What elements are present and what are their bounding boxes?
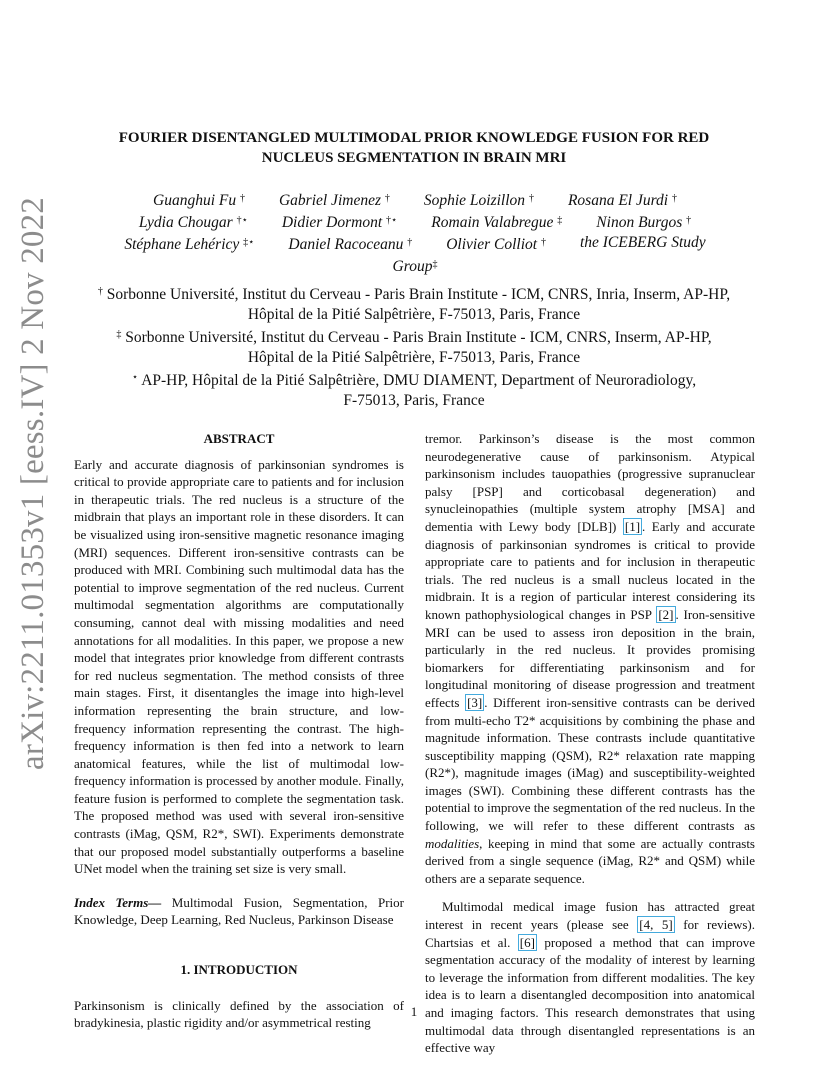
citation-link[interactable]: [6] bbox=[519, 934, 535, 950]
author: Ninon Burgos † bbox=[596, 214, 692, 231]
intro-paragraph-start: Parkinsonism is clinically defined by the association of bradykinesia, plastic rigidity and/or asymmetrical resting bbox=[74, 997, 404, 1031]
author: the ICEBERG Study bbox=[579, 234, 706, 251]
right-column bbox=[425, 430, 755, 1057]
affiliation: ⋆ AP-HP, Hôpital de la Pitié Salpêtrière, DMU DIAMENT, Department of Neuroradiology, bbox=[131, 372, 697, 389]
author-row-3 bbox=[100, 233, 730, 255]
intro-heading: 1. INTRODUCTION bbox=[180, 962, 298, 978]
author: Sophie Loizillon † bbox=[423, 192, 534, 209]
intro-paragraph-2: Multimodal medical image fusion has attracted great interest in recent years (please see [4, 5] for reviews). Chartsias et al. [6] proposed a method that can improve segmentation accuracy of the modality of interest by learning to leverage the information from different modalities. The key idea is to learn a disentangled decomposition into anatomical and imaging factors. This research demonstrates that using multimodal data through disentangled representations is an effective way bbox=[425, 899, 755, 1056]
author: Rosana El Jurdi † bbox=[567, 192, 677, 209]
author-row-2 bbox=[100, 211, 730, 233]
author: Guanghui Fu † bbox=[153, 192, 245, 209]
left-column bbox=[74, 430, 404, 1032]
author: Romain Valabregue ‡ bbox=[431, 214, 563, 231]
index-terms-label: Index Terms— bbox=[74, 894, 162, 910]
author: Olivier Colliot † bbox=[446, 236, 546, 253]
affiliations bbox=[60, 282, 768, 411]
author: Group‡ bbox=[392, 258, 438, 275]
author: Gabriel Jimenez † bbox=[278, 192, 390, 209]
index-terms bbox=[74, 894, 404, 929]
affiliation: † Sorbonne Université, Institut du Cerveau - Paris Brain Institute - ICM, CNRS, Inria, Inserm, AP-HP, bbox=[97, 286, 731, 303]
citation-link[interactable]: [3] bbox=[467, 694, 483, 710]
citation-link[interactable]: [2] bbox=[658, 606, 674, 622]
author: Stéphane Lehéricy ‡⋆ bbox=[124, 236, 255, 253]
citation-link[interactable]: [1] bbox=[624, 518, 641, 534]
affiliation: ‡ Sorbonne Université, Institut du Cerveau - Paris Brain Institute - ICM, CNRS, Inserm, AP-HP, bbox=[116, 329, 712, 346]
intro-paragraph-continued: tremor. Parkinson’s disease is the most common neurodegenerative cause of parkinsonism. Atypical parkinsonism includes tauopathies (progressive supranuclear palsy [PSP] and corticobasal degeneration) and synucleinopathies (multiple system atrophy [MSA] and dementia with Lewy body [DLB]) [1] . Early and accurate diagnosis of parkinsonian syndromes is critical to provide appropriate care to patients and for inclusion in therapeutic trials. The red nucleus is a small nucleus located in the midbrain. It is a region of particular interest considering its known pathophysiological changes in PSP [2] . Iron-sensitive MRI can be used to assess iron deposition in the brain, particularly in the red nucleus. It provides promising biomarkers for differentiating parkinsonism and for longitudinal monitoring of disease progression and treatment effects [3] . Different iron-sensitive contrasts can be derived from multi-echo T2* acquisitions by combining the phase and magnitude information. These contrasts include quantitative susceptibility mapping (QSM), R2* relaxation rate mapping (R2*), magnitude images (iMag) and susceptibility-weighted images (SWI). Combining these different contrasts has the potential to improve the segmentation of the red nucleus. In the following, we will refer to these different contrasts as modalities, keeping in mind that some are actually contrasts derived from a single sequence (iMag, R2* and QSM) while others are a separate sequence. bbox=[425, 431, 756, 886]
affiliation-cont: Hôpital de la Pitié Salpêtrière, F-75013, Paris, France bbox=[247, 349, 581, 366]
title-line-1: FOURIER DISENTANGLED MULTIMODAL PRIOR KNOWLEDGE FUSION FOR RED bbox=[118, 130, 710, 146]
citation-link[interactable]: [4, 5] bbox=[639, 917, 673, 933]
affiliation-cont: F-75013, Paris, France bbox=[343, 392, 485, 409]
paper-title bbox=[82, 128, 746, 168]
author: Didier Dormont †⋆ bbox=[281, 214, 398, 231]
abstract-heading: ABSTRACT bbox=[203, 431, 275, 446]
abstract-body: Early and accurate diagnosis of parkinsonian syndromes is critical to provide appropriate care to patients and for inclusion in therapeutic trials. The red nucleus is a structure of the midbrain that plays an important role in these disorders. It can be visualized using iron-sensitive magnetic resonance imaging (MRI) sequences. Different iron-sensitive contrasts can be produced with MRI. Combining such multimodal data has the potential to improve segmentation of the red nucleus. Current multimodal segmentation algorithms are computationally consuming, cannot deal with missing modalities and need annotations for all modalities. In this paper, we propose a new model that integrates prior knowledge from different contrasts for red nucleus segmentation. The method consists of three main stages. First, it disentangles the image into high-level information representing the brain structure, and low-frequency information representing the contrast. The high-frequency information is then fed into a network to learn anatomical features, while the list of multimodal low-frequency information is processed by another module. Finally, feature fusion is performed to complete the segmentation task. The proposed method was used with several iron-sensitive contrasts (iMag, QSM, R2*, SWI). Experiments demonstrate that our proposed model substantially outperforms a baseline UNet model when the training set size is very small. bbox=[74, 456, 404, 877]
author: Daniel Racoceanu † bbox=[288, 236, 413, 253]
arxiv-stamp: arXiv:2211.01353v1 [eess.IV] 2 Nov 2022 bbox=[15, 197, 51, 770]
index-terms-text: Multimodal Fusion, Segmentation, Prior Knowledge, Deep Learning, Red Nucleus, Parkinson Disease bbox=[74, 894, 404, 928]
author: Lydia Chougar †⋆ bbox=[138, 214, 248, 231]
affiliation-cont: Hôpital de la Pitié Salpêtrière, F-75013, Paris, France bbox=[247, 306, 581, 323]
author-list bbox=[100, 189, 730, 277]
title-line-2: NUCLEUS SEGMENTATION IN BRAIN MRI bbox=[261, 150, 567, 166]
author-row-4 bbox=[100, 255, 730, 277]
author-row-1 bbox=[100, 189, 730, 211]
page-number: 1 bbox=[410, 1004, 418, 1019]
